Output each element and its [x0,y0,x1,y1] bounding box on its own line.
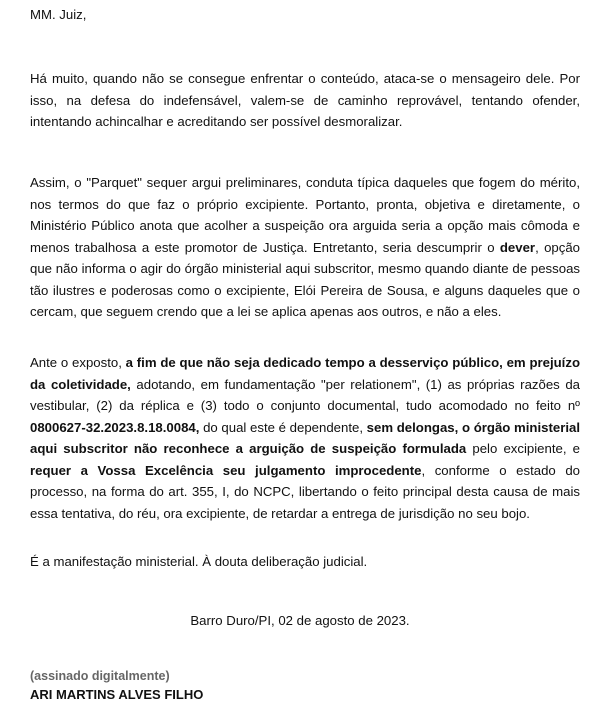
paragraph-2-text-c: , opção que não informa o agir do órgão ministerial aqui subscritor, mesmo quando diante de pessoas tão ilustres e poderosas como o excipiente, Elói Pereira de Sousa, e alguns daqueles que o cercam, que seguem crendo que a lei se aplica apenas aos outros, e não a eles. [30,239,581,319]
paragraph-4: É a manifestação ministerial. À douta deliberação judicial. [30,554,368,569]
paragraph-3-text-a: Ante o exposto, [30,355,126,370]
paragraph-3-text-c: adotando, em fundamentação "per relationem", (1) as próprias razões da vestibular, (2) da réplica e (3) todo o conjunto documental, tudo acomodado no feito nº [30,376,580,413]
paragraph-3 [30,352,580,524]
paragraph-3-bold-2: 0800627-32.2023.8.18.0084, [30,419,200,435]
paragraph-3-bold-3: sem delongas, o órgão ministerial aqui subscritor não reconhece a arguição de suspeição formulada [30,419,580,456]
salutation: MM. Juiz, [30,7,87,22]
paragraph-3-text-d: do qual este é dependente, [199,419,367,435]
paragraph-2-text-a: Assim, o "Parquet" sequer argui preliminares, conduta típica daqueles que fogem do mérito, nos termos do que faz o próprio excipiente. Portanto, pronta, objetiva e diretamente, o Ministério Público anota que acolher a suspeição ora arguida seria a opção mais cômoda e menos trabalhosa a este promotor de Justiça. Entretanto, seria descumprir o [30,175,580,255]
signer-name: ARI MARTINS ALVES FILHO [30,687,204,702]
paragraph-1: Há muito, quando não se consegue enfrentar o conteúdo, ataca-se o mensageiro dele. Por isso, na defesa do indefensável, valem-se de caminho reprovável, tentando ofender, intentando achincalhar e acreditando ser possível desmoralizar. [30,71,580,129]
paragraph-3-bold-1: a fim de que não seja dedicado tempo a desserviço público, em prejuízo da coletividade, [30,355,580,392]
paragraph-3-text-e: pelo excipiente, e [466,441,581,456]
place-and-date: Barro Duro/PI, 02 de agosto de 2023. [190,613,410,628]
paragraph-3-bold-4: requer a Vossa Excelência seu julgamento improcedente [30,462,422,478]
paragraph-2-bold-dever: dever [499,239,536,255]
paragraph-3-text-f: , conforme o estado do processo, na forma do art. 355, I, do NCPC, libertando o feito principal desta causa de mais essa tentativa, do réu, ora excipiente, de retardar a entrega de jurisdição no seu bojo. [30,462,581,521]
paragraph-2 [30,172,580,323]
digital-signature-note: (assinado digitalmente) [30,669,170,683]
